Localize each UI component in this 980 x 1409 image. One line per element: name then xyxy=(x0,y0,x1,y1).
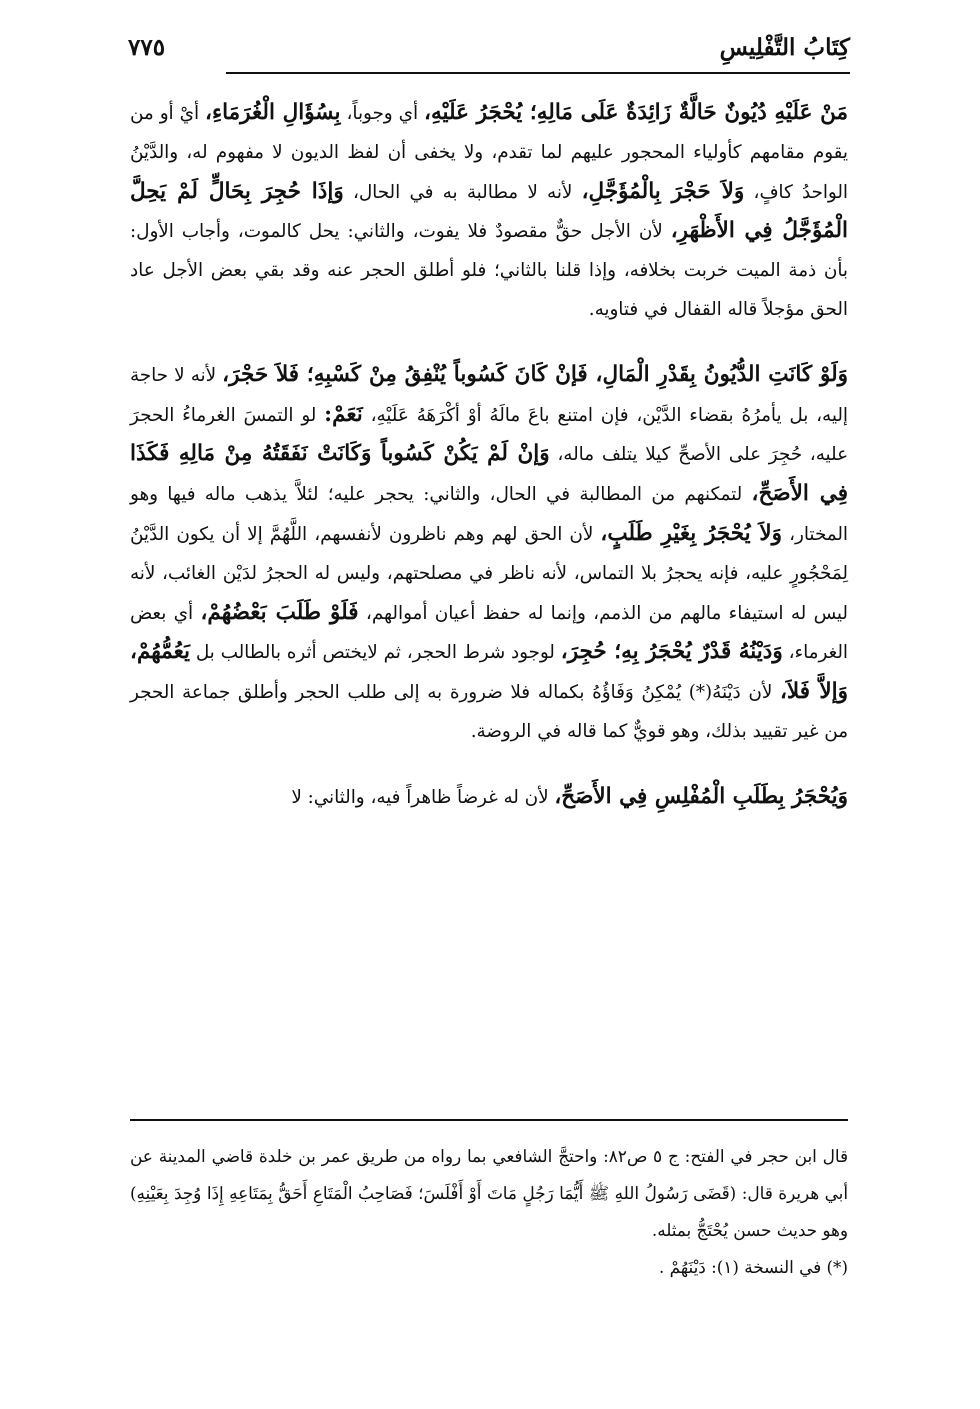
matn-text: وَإنْ لَمْ يَكُنْ كَسُوباً وَكَانَتْ نَفَقَتُهُ مِنْ مَالِهِ فَكَذَا فِي الأَصَحِّ، xyxy=(130,441,849,507)
commentary-text: لأن الحق لهم وهم ناظرون لأنفسهم، اللَّهُمَّ إلا أن يكون الدَّيْنُ لِمَحْجُورٍ عليه، فإنه يحجرُ بلا التماس، لأنه ناظر في مصلحتهم، وليس له الحجرُ لدَيْن الغائب، لأنه ليس له استيفاء مالهم من الذمم، وإنما له حفظ أعيان أموالهم، xyxy=(130,523,848,624)
commentary-text: لأن الأجل حقٌّ مقصودٌ فلا يفوت، والثاني: يحل كالموت، وأجاب الأول: بأن ذمة الميت خربت بخلافه، وإذا قلنا بالثاني؛ فلو أطلق الحجر عنه وقد بقي بعض الأجل عاد الحق مؤجلاً قاله القفال في فتاويه. xyxy=(130,221,848,320)
commentary-text: لأنه لا حاجة إليه، بل يأمرُهُ بقضاء الدَّيْن، فإن امتنع باعَ مالَهُ أوْ أكْرَهَهُ عَلَيْهِ، xyxy=(130,364,848,426)
footnote-variant: (*) في النسخة (١): دَيْنَهُمْ . xyxy=(658,1257,848,1277)
matn-text: وَلَوْ كَانَتِ الدُّيُونُ بِقَدْرِ الْمَالِ، فَإنْ كَانَ كَسُوباً يُنْفِقُ مِنْ كَسْبِهِ؛ فَلاَ حَجْرَ، xyxy=(222,361,849,387)
footnote-hadith: قال ابن حجر في الفتح: ج ٥ ص٨٢: واحتجَّ الشافعي بما رواه من طريق عمر بن خلدة قاضي المدينة عن أبي هريرة قال: (قَضَى رَسُولُ اللهِ ﷺ أَيُّمَا رَجُلٍ مَاتَ أَوْ أَفْلَسَ؛ فَصَاحِبُ الْمَتَاعِ أَحَقُّ بِمَتَاعِهِ إِذَا وُجِدَ بِعَيْنِهِ) وهو حديث حسن يُحْتَجُّ بمثله. xyxy=(130,1146,849,1240)
matn-text: فَلَوْ طَلَبَ بَعْضُهُمْ، xyxy=(200,599,359,625)
matn-text: وَإذَا حُجِرَ بِحَالٍّ لَمْ يَحِلَّ الْمُؤَجَّلُ فِي الأَظْهَرِ، xyxy=(130,178,848,244)
matn-text: وَلاَ حَجْرَ بِالْمُؤَجَّلِ، xyxy=(581,178,745,204)
commentary-text: لأن له غرضاً ظاهراً فيه، والثاني: لا xyxy=(291,786,555,808)
commentary-text: أي وجوباً، xyxy=(340,103,425,124)
commentary-text: لو التمسَ الغرماءُ الحجرَ عليه، حُجِرَ على الأصحِّ كيلا يتلف ماله، xyxy=(130,404,848,466)
matn-text: يَعُمُّهُمْ، وَإلاَّ فَلاَ، xyxy=(130,639,848,705)
main-text xyxy=(130,94,848,818)
matn-text: مَنْ عَلَيْهِ دُيُونٌ حَالَّةٌ زَائِدَةٌ عَلَى مَالِهِ؛ يُحْجَرُ عَلَيْهِ، xyxy=(424,100,848,125)
footnotes xyxy=(130,1138,848,1286)
header-rule xyxy=(226,72,850,74)
commentary-text: أي بعض الغرماء، xyxy=(130,602,849,664)
commentary-text: لتمكنهم من المطالبة في الحال، والثاني: يحجر عليه؛ لئلاَّ يذهب ماله فيها وهو المختار، xyxy=(130,484,848,545)
matn-text: وَدَيْنُهُ قَدْرٌ يُحْجَرُ بِهِ؛ حُجِرَ، xyxy=(560,639,783,665)
footnote-separator xyxy=(130,1119,848,1121)
commentary-text: لوجود شرط الحجر، ثم لايختص أثره بالطالب بل xyxy=(189,642,561,664)
page-number: ٧٧٥ xyxy=(128,34,166,61)
paragraph-3 xyxy=(130,778,848,818)
matn-text: وَلاَ يُحْجَرُ بِغَيْرِ طَلَبٍ، xyxy=(600,520,783,546)
commentary-text: أيْ أو من يقوم مقامهم كأولياء المحجور عليهم لما تقدم، ولا يخفى أن لفظ الديون لا مفهوم له، والدَّيْنُ الواحدُ كافٍ، xyxy=(130,103,849,203)
running-title: كِتَابُ التَّفْلِيسِ xyxy=(719,34,850,61)
paragraph-1 xyxy=(130,94,848,330)
matn-text: وَيُحْجَرُ بِطَلَبِ الْمُفْلِسِ فِي الأَصَحِّ، xyxy=(554,783,848,809)
page-header xyxy=(128,28,850,76)
matn-text: بِسُؤَالِ الْغُرَمَاءِ، xyxy=(205,100,341,125)
commentary-text: لأن دَيْنَهُ(*) يُمْكِنُ وَفَاؤُهُ بكماله فلا ضرورة به إلى طلب الحجر وأطلق جماعة الحجر من غير تقييد بذلك، وهو قويٌّ كما قاله في الروضة. xyxy=(130,682,848,742)
commentary-text: لأنه لا مطالبة به في الحال، xyxy=(343,181,582,203)
matn-text: نَعَمْ: xyxy=(324,401,363,427)
paragraph-2 xyxy=(130,356,848,752)
